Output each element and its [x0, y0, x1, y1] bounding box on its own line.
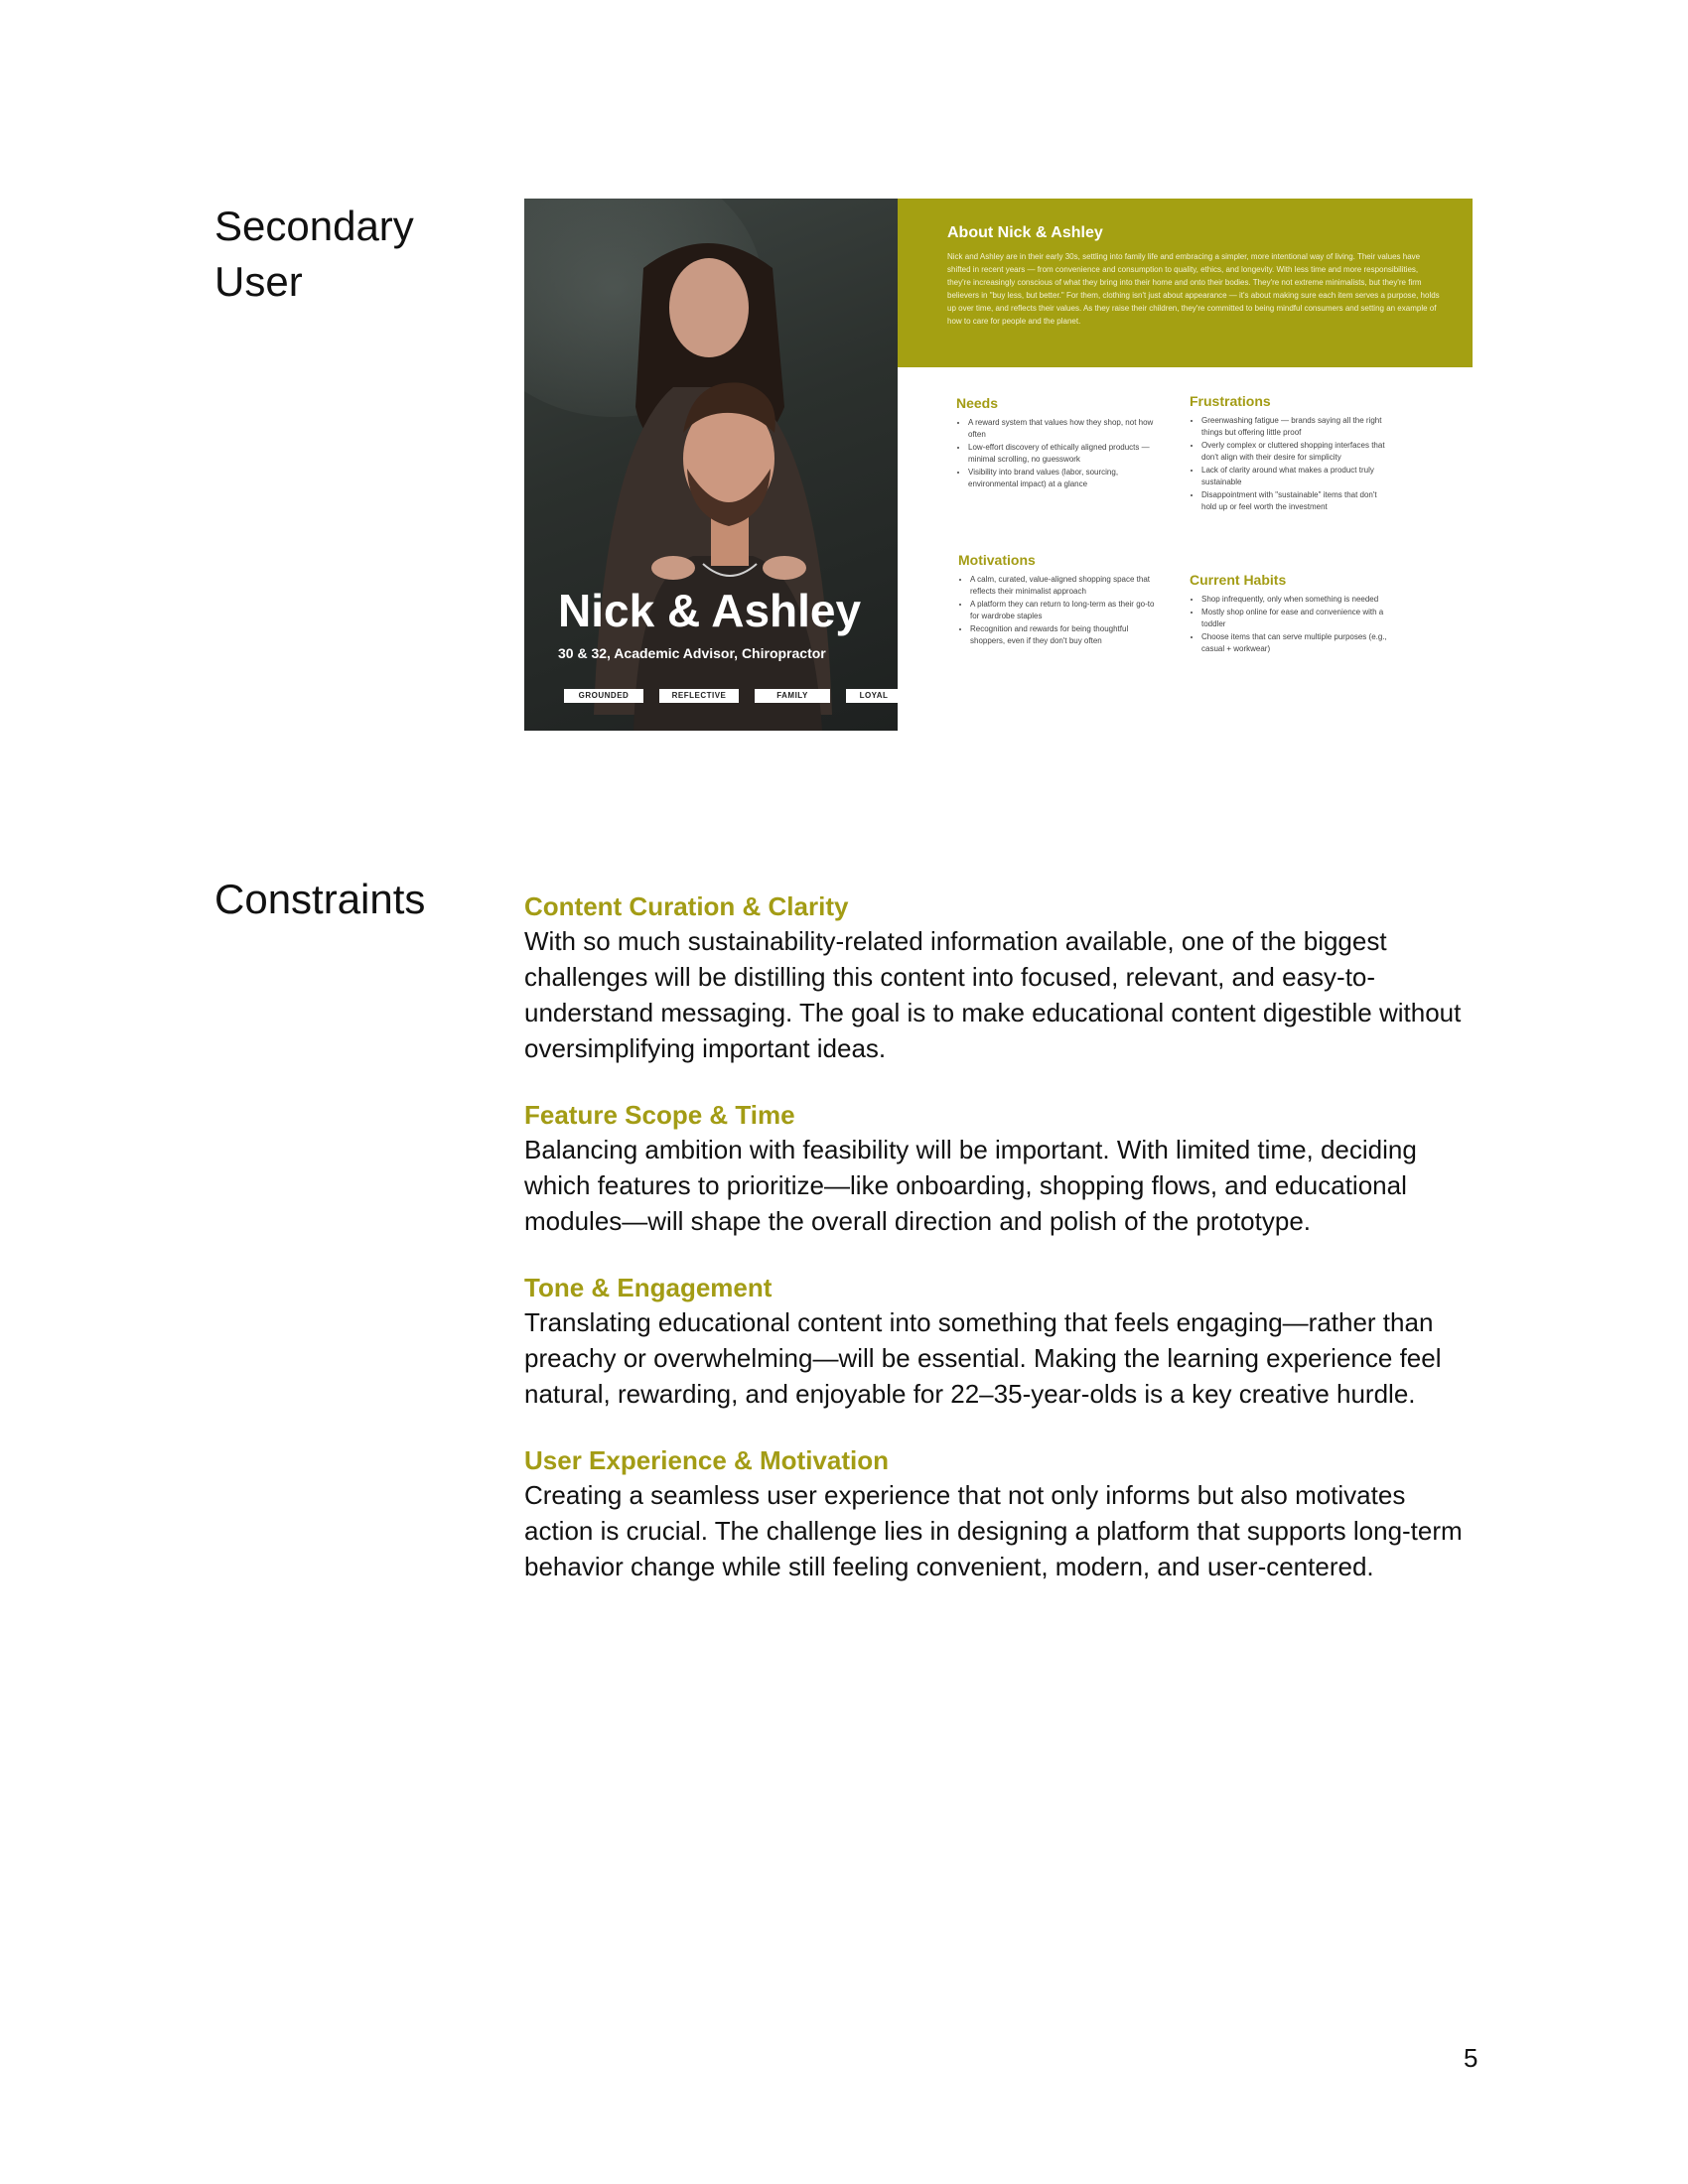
- frustrations-item: • Overly complex or cluttered shopping interfaces that don't align with their desire for simplicity: [1201, 440, 1388, 464]
- needs-title: Needs: [956, 395, 999, 411]
- constraint-body: Creating a seamless user experience that not only informs but also motivates action is crucial. The challenge lies in designing a platform that supports long-term behavior change while still feeling convenient, modern, and user-centered.: [524, 1480, 1463, 1581]
- persona-frustrations: [1190, 393, 1388, 514]
- constraint-body: Balancing ambition with feasibility will be important. With limited time, deciding which features to prioritize—like onboarding, shopping flows, and educational modules—will shape the overall direction and polish of the prototype.: [524, 1135, 1417, 1236]
- habits-title: Current Habits: [1190, 572, 1287, 588]
- persona-needs: [956, 395, 1155, 491]
- constraint-title: Content Curation & Clarity: [524, 891, 849, 921]
- constraints-list: [524, 889, 1473, 1616]
- persona-motivations: [958, 552, 1157, 648]
- motivations-item: • A calm, curated, value-aligned shopping space that reflects their minimalist approach: [970, 574, 1157, 598]
- motivations-item: • A platform they can return to long-term as their go-to for wardrobe staples: [970, 599, 1157, 622]
- habits-item: • Shop infrequently, only when something is needed: [1201, 594, 1388, 606]
- persona-current-habits: [1190, 572, 1388, 656]
- constraint-title: Tone & Engagement: [524, 1273, 773, 1302]
- persona-about-panel: [898, 199, 1473, 367]
- habits-item: • Mostly shop online for ease and convenience with a toddler: [1201, 607, 1388, 630]
- frustrations-item: • Greenwashing fatigue — brands saying all the right things but offering little proof: [1201, 415, 1388, 439]
- constraint-item: [524, 889, 1473, 1066]
- constraint-body: With so much sustainability-related information available, one of the biggest challenges will be distilling this content into focused, relevant, and easy-to-understand messaging. The goal is to make educational content digestible without oversimplifying important ideas.: [524, 926, 1462, 1063]
- section-heading-constraints: Constraints: [214, 876, 426, 922]
- needs-item: • Visibility into brand values (labor, sourcing, environmental impact) at a glance: [968, 467, 1155, 490]
- page-number: 5: [1464, 2043, 1478, 2073]
- about-title: About Nick & Ashley: [947, 224, 1103, 241]
- needs-item: • Low-effort discovery of ethically aligned products — minimal scrolling, no guesswork: [968, 442, 1155, 466]
- constraint-title: Feature Scope & Time: [524, 1100, 795, 1130]
- frustrations-item: • Disappointment with "sustainable" items that don't hold up or feel worth the investment: [1201, 489, 1388, 513]
- frustrations-title: Frustrations: [1190, 393, 1271, 409]
- section-heading-secondary-user: Secondary User: [214, 203, 414, 305]
- constraint-body: Translating educational content into something that feels engaging—rather than preachy or overwhelming—will be essential. Making the learning experience feel natural, rewarding, and enjoyable for 22–35-year-olds is a key creative hurdle.: [524, 1307, 1442, 1409]
- about-text: Nick and Ashley are in their early 30s, settling into family life and embracing a simpler, more intentional way of living. Their values have shifted in recent years — from convenience and consumption to quality, ethics, and longevity. With less time and more responsibilities, they're increasingly conscious of what they bring into their home and onto their bodies. They're not extreme minimalists, but they're firm believers in "buy less, but better." For them, clothing isn't just about appearance — it's about making sure each item serves a purpose, holds up over time, and reflects their values. As they raise their children, they're committed to being mindful consumers and setting an example of how to care for people and the planet.: [947, 252, 1440, 326]
- persona-name: Nick & Ashley: [558, 585, 862, 636]
- constraint-item: [524, 1271, 1473, 1412]
- persona-tags: [564, 689, 898, 703]
- persona-tag: FAMILY: [755, 689, 830, 703]
- frustrations-item: • Lack of clarity around what makes a product truly sustainable: [1201, 465, 1388, 488]
- constraint-item: [524, 1443, 1473, 1584]
- persona-tag: REFLECTIVE: [659, 689, 739, 703]
- needs-item: • A reward system that values how they shop, not how often: [968, 417, 1155, 441]
- persona-card: [524, 199, 1473, 731]
- persona-photo: [524, 199, 898, 731]
- habits-item: • Choose items that can serve multiple purposes (e.g., casual + workwear): [1201, 631, 1388, 655]
- motivations-item: • Recognition and rewards for being thoughtful shoppers, even if they don't buy often: [970, 623, 1157, 647]
- constraint-title: User Experience & Motivation: [524, 1445, 889, 1475]
- persona-subtitle: 30 & 32, Academic Advisor, Chiropractor: [558, 645, 826, 661]
- persona-tag: LOYAL: [846, 689, 898, 703]
- constraint-item: [524, 1098, 1473, 1239]
- persona-tag: GROUNDED: [564, 689, 643, 703]
- motivations-title: Motivations: [958, 552, 1036, 568]
